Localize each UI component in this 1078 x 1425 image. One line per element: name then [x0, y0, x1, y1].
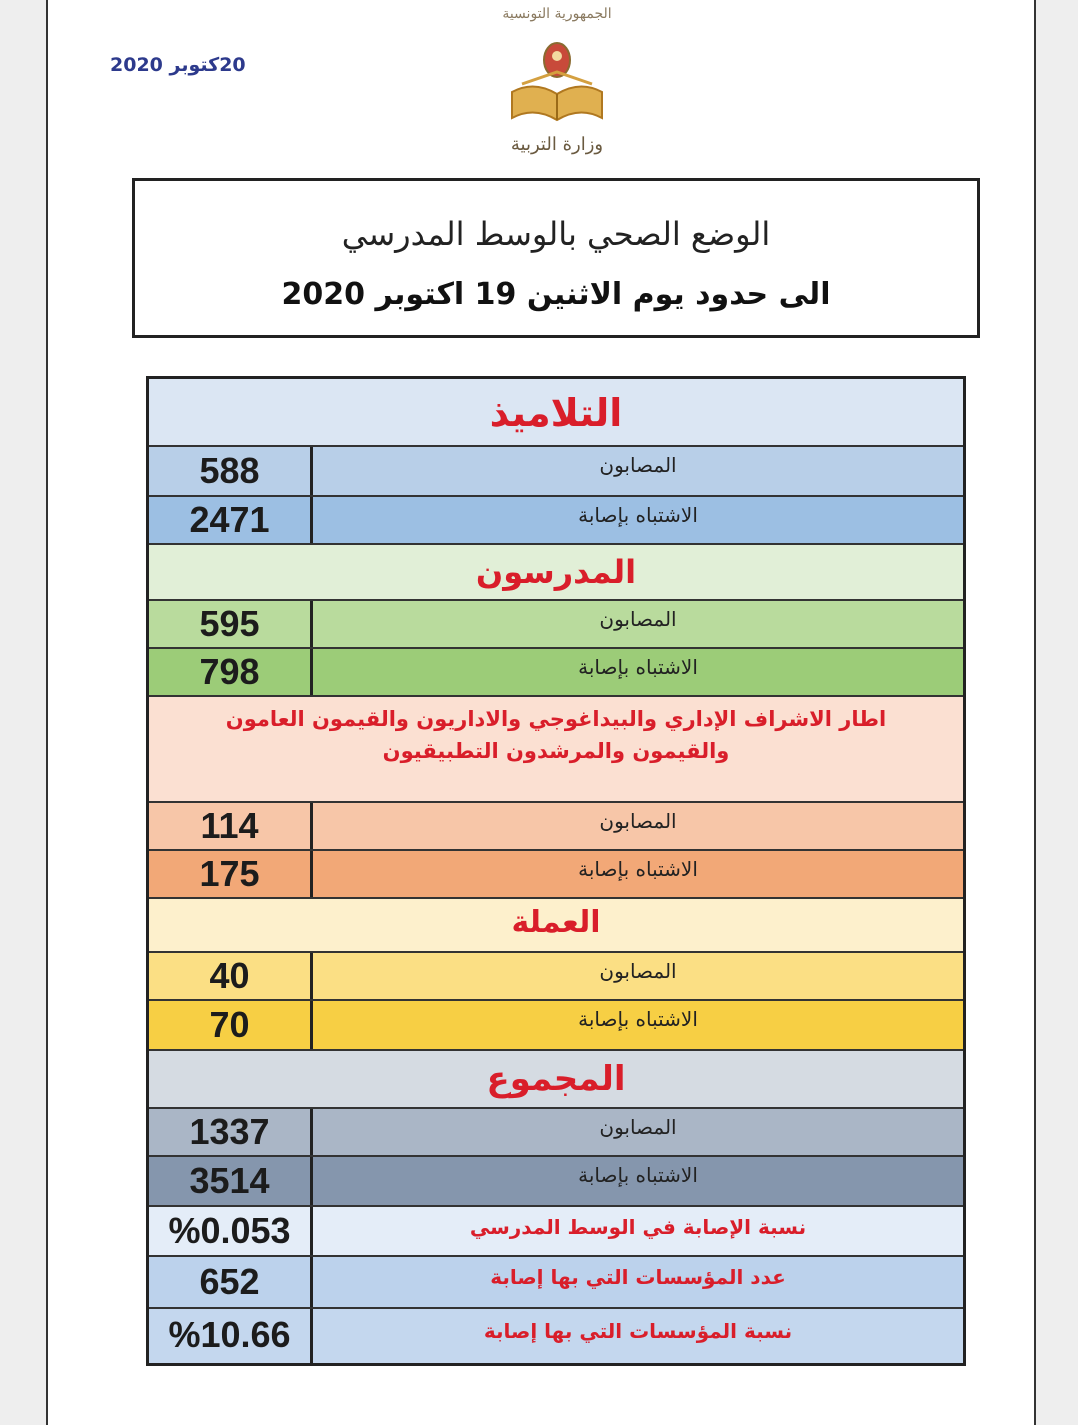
institutions-rate-label: نسبة المؤسسات التي بها إصابة — [483, 1319, 793, 1343]
staff-infected-label: المصابون — [599, 809, 677, 833]
total-infected-row — [149, 1109, 963, 1157]
institutions-count-value: 652 — [149, 1257, 313, 1307]
title-line-2: الى حدود يوم الاثنين 19 اكتوبر 2020 — [281, 277, 831, 312]
institutions-rate-row — [149, 1309, 963, 1363]
teachers-infected-label: المصابون — [599, 607, 677, 631]
staff-header-line-1: اطار الاشراف الإداري والبيداغوجي والاداريون والقيمون العامون — [225, 707, 887, 731]
institutions-rate-value: %10.66 — [149, 1309, 313, 1363]
title-line-1: الوضع الصحي بالوسط المدرسي — [341, 215, 771, 253]
students-infected-label: المصابون — [599, 453, 677, 477]
total-rate-row — [149, 1207, 963, 1257]
total-suspected-value: 3514 — [149, 1157, 313, 1205]
workers-suspected-label: الاشتباه بإصابة — [578, 1007, 698, 1031]
teachers-suspected-value: 798 — [149, 649, 313, 695]
emblem-book-icon — [502, 32, 612, 132]
total-header-row — [149, 1051, 963, 1109]
ministry-label: وزارة التربية — [510, 134, 604, 155]
total-rate-label: نسبة الإصابة في الوسط المدرسي — [469, 1215, 807, 1239]
document-date: 20كتوبر 2020 — [110, 54, 246, 76]
students-header-row — [149, 379, 963, 447]
workers-infected-label: المصابون — [599, 959, 677, 983]
students-suspected-label: الاشتباه بإصابة — [578, 503, 698, 527]
staff-infected-row — [149, 803, 963, 851]
ministry-emblem — [492, 6, 622, 166]
statistics-table — [146, 376, 966, 1366]
workers-suspected-row — [149, 1001, 963, 1051]
teachers-infected-row — [149, 601, 963, 649]
republic-label: الجمهورية التونسية — [502, 6, 612, 22]
teachers-suspected-row — [149, 649, 963, 697]
students-suspected-value: 2471 — [149, 497, 313, 543]
institutions-count-row — [149, 1257, 963, 1309]
workers-header: العملة — [511, 905, 601, 940]
total-header: المجموع — [486, 1059, 626, 1099]
staff-header-line-2: والقيمون والمرشدون التطبيقيون — [382, 739, 730, 763]
teachers-header: المدرسون — [475, 553, 637, 591]
total-infected-label: المصابون — [599, 1115, 677, 1139]
students-header: التلاميذ — [489, 391, 623, 435]
students-suspected-row — [149, 497, 963, 545]
workers-infected-value: 40 — [149, 953, 313, 999]
staff-suspected-row — [149, 851, 963, 899]
staff-header — [149, 703, 963, 767]
staff-infected-value: 114 — [149, 803, 313, 849]
staff-header-row — [149, 697, 963, 803]
total-suspected-label: الاشتباه بإصابة — [578, 1163, 698, 1187]
students-infected-row — [149, 447, 963, 497]
workers-header-row — [149, 899, 963, 953]
total-rate-value: %0.053 — [149, 1207, 313, 1255]
teachers-infected-value: 595 — [149, 601, 313, 647]
title-box — [132, 178, 980, 338]
institutions-count-label: عدد المؤسسات التي بها إصابة — [490, 1265, 786, 1289]
total-infected-value: 1337 — [149, 1109, 313, 1155]
teachers-suspected-label: الاشتباه بإصابة — [578, 655, 698, 679]
staff-suspected-value: 175 — [149, 851, 313, 897]
staff-suspected-label: الاشتباه بإصابة — [578, 857, 698, 881]
students-infected-value: 588 — [149, 447, 313, 495]
teachers-header-row — [149, 545, 963, 601]
workers-suspected-value: 70 — [149, 1001, 313, 1049]
total-suspected-row — [149, 1157, 963, 1207]
workers-infected-row — [149, 953, 963, 1001]
